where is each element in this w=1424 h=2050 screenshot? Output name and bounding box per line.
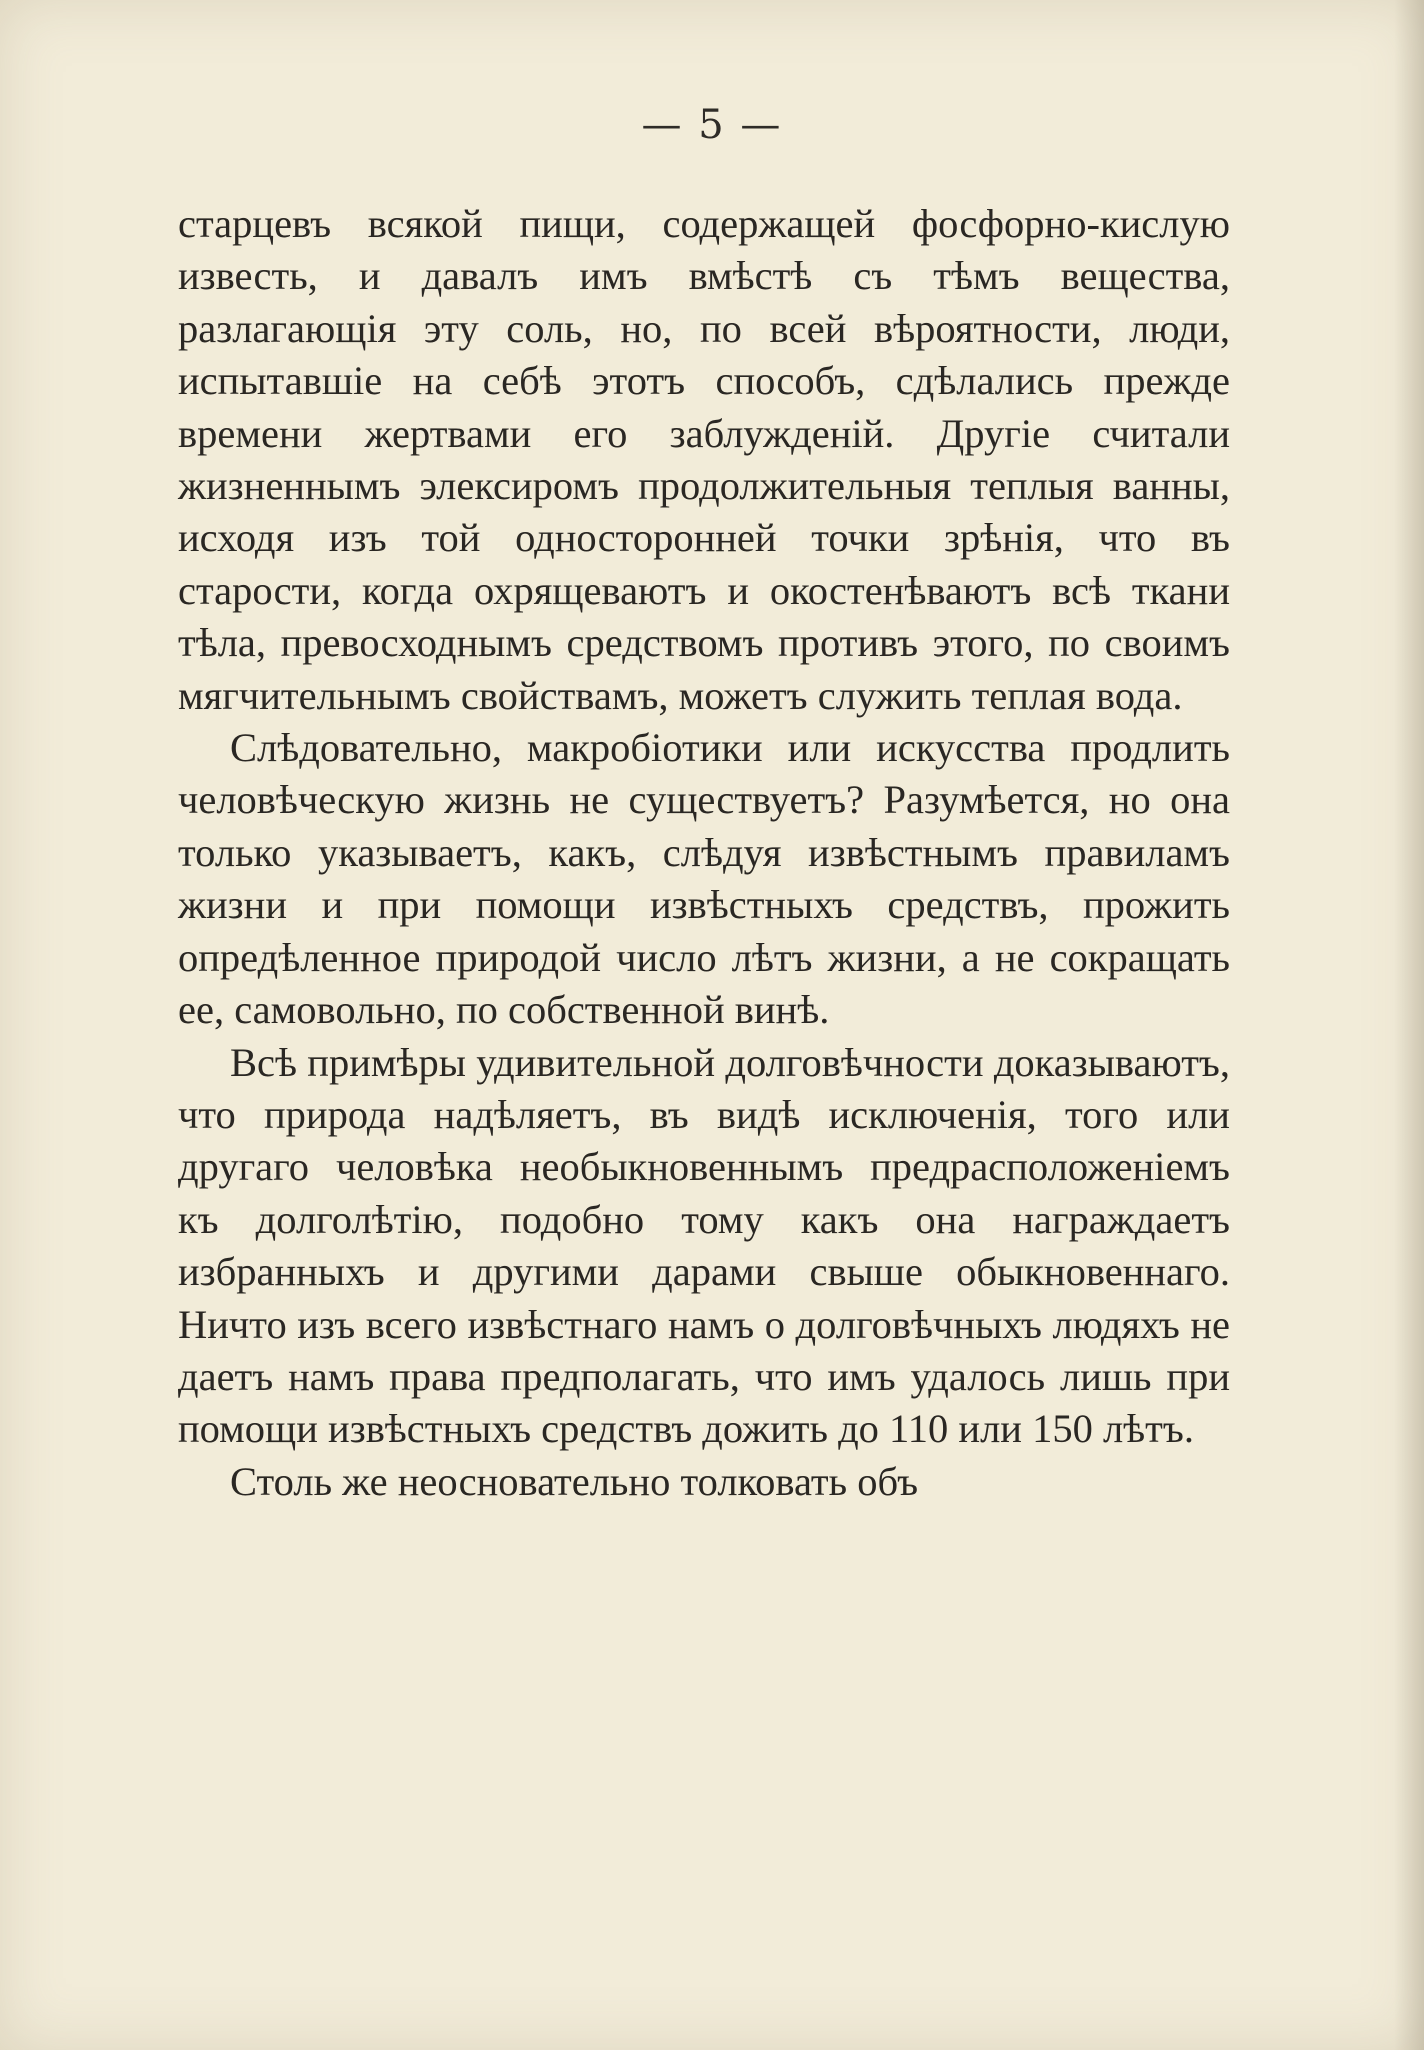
page-number: — 5 — (641, 102, 783, 148)
paragraph-3: Всѣ примѣры удивительной долговѣчности доказываютъ, что природа надѣляетъ, въ видѣ исключенія, того или другаго человѣка необыкновеннымъ предрасположеніемъ къ долголѣтію, подобно тому какъ она награждаетъ избранныхъ и другими дарами свыше обыкновеннаго. Ничто изъ всего извѣстнаго намъ о долговѣчныхъ людяхъ не даетъ намъ права предполагать, что имъ удалось лишь при помощи извѣстныхъ средствъ дожить до 110 или 150 лѣтъ. (178, 1039, 1230, 1452)
body-text (178, 198, 1230, 1508)
page-edge-shadow (1394, 0, 1424, 2050)
paragraph-2: Слѣдовательно, макробіотики или искусства продлить человѣческую жизнь не существуетъ? Разумѣется, но она только указываетъ, какъ, слѣдуя извѣстнымъ правиламъ жизни и при помощи извѣстныхъ средствъ, прожить опредѣленное природой число лѣтъ жизни, а не сокращать ее, самовольно, по собственной винѣ. (178, 725, 1230, 1033)
paragraph-1: старцевъ всякой пищи, содержащей фосфорно-кислую известь, и давалъ имъ вмѣстѣ съ тѣмъ вещества, разлагающія эту соль, но, по всей вѣроятности, люди, испытавшіе на себѣ этотъ способъ, сдѣлались прежде времени жертвами его заблужденій. Другіе считали жизненнымъ элексиромъ продолжительныя теплыя ванны, исходя изъ той односторонней точки зрѣнія, что въ старости, когда охрящеваютъ и окостенѣваютъ всѣ ткани тѣла, превосходнымъ средствомъ противъ этого, по своимъ мягчительнымъ свойствамъ, можетъ служить теплая вода. (178, 201, 1230, 718)
paragraph-4: Столь же неосновательно толковать объ (230, 1458, 919, 1504)
